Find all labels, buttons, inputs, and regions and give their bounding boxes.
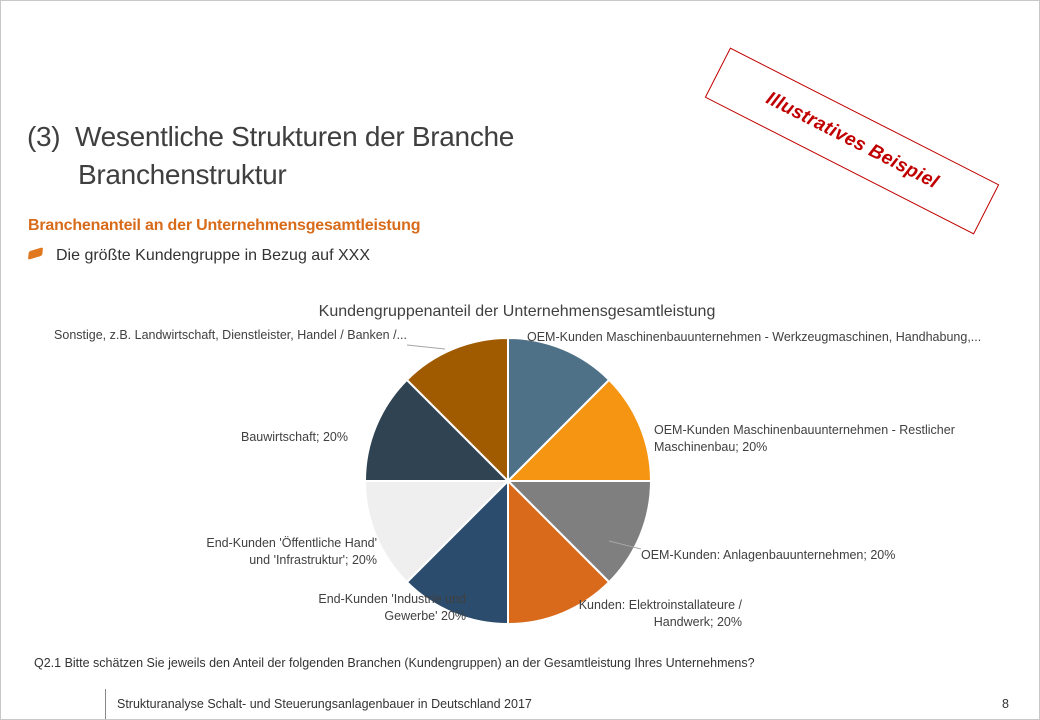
stamp-text: Illustratives Beispiel <box>762 87 942 194</box>
slice-label-6 <box>206 536 377 567</box>
slice-label-1-line-1: OEM-Kunden Maschinenbauunternehmen - Werkzeugmaschinen, Handhabung,... <box>527 330 982 344</box>
pie-chart <box>1 1 1039 719</box>
page-number: 8 <box>1002 697 1009 711</box>
bullet-text: Die größte Kundengruppe in Bezug auf XXX <box>56 247 370 264</box>
survey-question: Q2.1 Bitte schätzen Sie jeweils den Anteil der folgenden Branchen (Kundengruppen) an der Gesamtleistung Ihres Unternehmens? <box>34 656 755 670</box>
slice-label-8 <box>54 328 407 342</box>
title-line-1: Wesentliche Strukturen der Branche <box>75 121 515 152</box>
pie-slices <box>365 338 651 624</box>
footer-divider <box>105 689 106 720</box>
footer-text: Strukturanalyse Schalt- und Steuerungsanlagenbauer in Deutschland 2017 <box>117 697 532 711</box>
slice-label-3-line-1: OEM-Kunden: Anlagenbauunternehmen; 20% <box>641 548 896 562</box>
slice-label-4-line-2: Handwerk; 20% <box>653 615 742 629</box>
slice-label-5-line-1: End-Kunden 'Industrie und <box>318 592 466 606</box>
slice-label-7 <box>241 430 348 444</box>
slice-label-8-line-1: Sonstige, z.B. Landwirtschaft, Dienstleister, Handel / Banken /... <box>54 328 407 342</box>
slice-label-4 <box>579 598 743 629</box>
section-subtitle: Branchenanteil an der Unternehmensgesamtleistung <box>28 217 421 234</box>
chart-title: Kundengruppenanteil der Unternehmensgesamtleistung <box>318 303 716 320</box>
slice-label-5-line-2: Gewerbe' 20% <box>384 609 466 623</box>
slice-label-2-line-1: OEM-Kunden Maschinenbauunternehmen - Restlicher <box>654 423 955 437</box>
title-line-2: Branchenstruktur <box>78 159 287 190</box>
slice-label-6-line-2: und 'Infrastruktur'; 20% <box>249 553 377 567</box>
title-number: (3) <box>27 121 61 152</box>
slice-label-6-line-1: End-Kunden 'Öffentliche Hand' <box>206 536 377 550</box>
slice-label-2 <box>654 423 955 454</box>
slice-label-4-line-1: Kunden: Elektroinstallateure / <box>578 598 742 612</box>
slice-label-2-line-2: Maschinenbau; 20% <box>654 440 768 454</box>
leader-line-2 <box>407 345 445 349</box>
slice-label-7-line-1: Bauwirtschaft; 20% <box>241 430 348 444</box>
slice-label-1 <box>527 330 981 344</box>
slice-label-3 <box>641 548 895 562</box>
